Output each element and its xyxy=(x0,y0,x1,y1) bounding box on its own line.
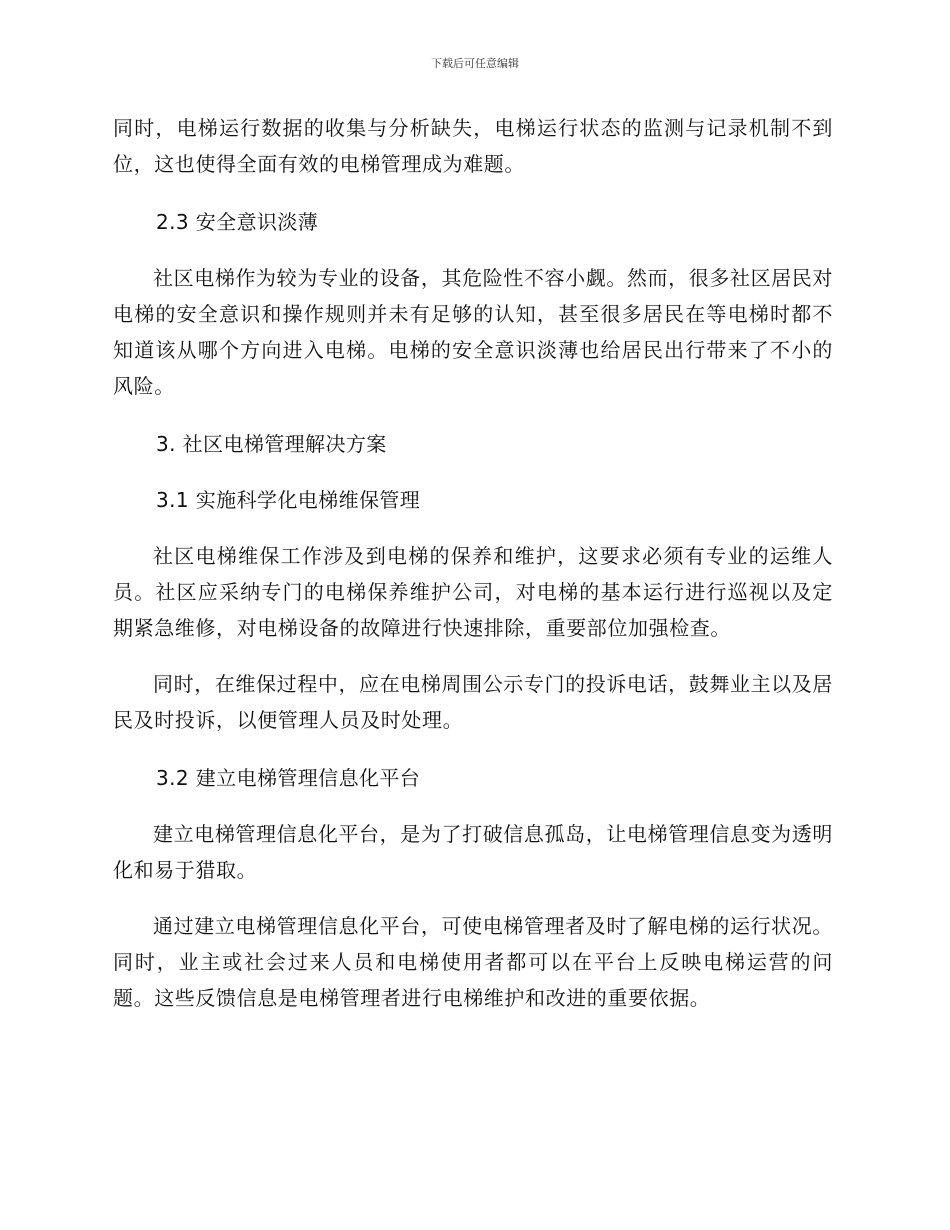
paragraph-2-3: 社区电梯作为较为专业的设备，其危险性不容小觑。然而，很多社区居民对电梯的安全意识和操作规则并未有足够的认知，甚至很多居民在等电梯时都不知道该从哪个方向进入电梯。电梯的安全意识淡薄也给居民出行带来了不小的风险。 xyxy=(113,266,833,398)
paragraph-3-1-a: 社区电梯维保工作涉及到电梯的保养和维护，这要求必须有专业的运维人员。社区应采纳专门的电梯保养维护公司，对电梯的基本运行进行巡视以及定期紧急维修，对电梯设备的故障进行快速排除，重要部位加强检查。 xyxy=(113,544,833,640)
paragraph-3-2-a: 建立电梯管理信息化平台，是为了打破信息孤岛，让电梯管理信息变为透明化和易于猎取。 xyxy=(113,822,833,882)
paragraph-continued: 同时，电梯运行数据的收集与分析缺失，电梯运行状态的监测与记录机制不到位，这也使得全面有效的电梯管理成为难题。 xyxy=(113,116,833,176)
section-heading-2-3: 2.3 安全意识淡薄 xyxy=(156,210,319,234)
paragraph-3-2-b: 通过建立电梯管理信息化平台，可使电梯管理者及时了解电梯的运行状况。同时，业主或社会过来人员和电梯使用者都可以在平台上反映电梯运营的问题。这些反馈信息是电梯管理者进行电梯维护和改进的重要依据。 xyxy=(113,914,833,1010)
paragraph-3-1-b: 同时，在维保过程中，应在电梯周围公示专门的投诉电话，鼓舞业主以及居民及时投诉，以便管理人员及时处理。 xyxy=(113,672,833,732)
document-body xyxy=(113,110,833,1016)
section-heading-3: 3. 社区电梯管理解决方案 xyxy=(156,432,387,456)
section-heading-3-2: 3.2 建立电梯管理信息化平台 xyxy=(156,766,421,790)
page-header-note: 下载后可任意编辑 xyxy=(431,57,519,70)
section-heading-3-1: 3.1 实施科学化电梯维保管理 xyxy=(156,488,421,512)
